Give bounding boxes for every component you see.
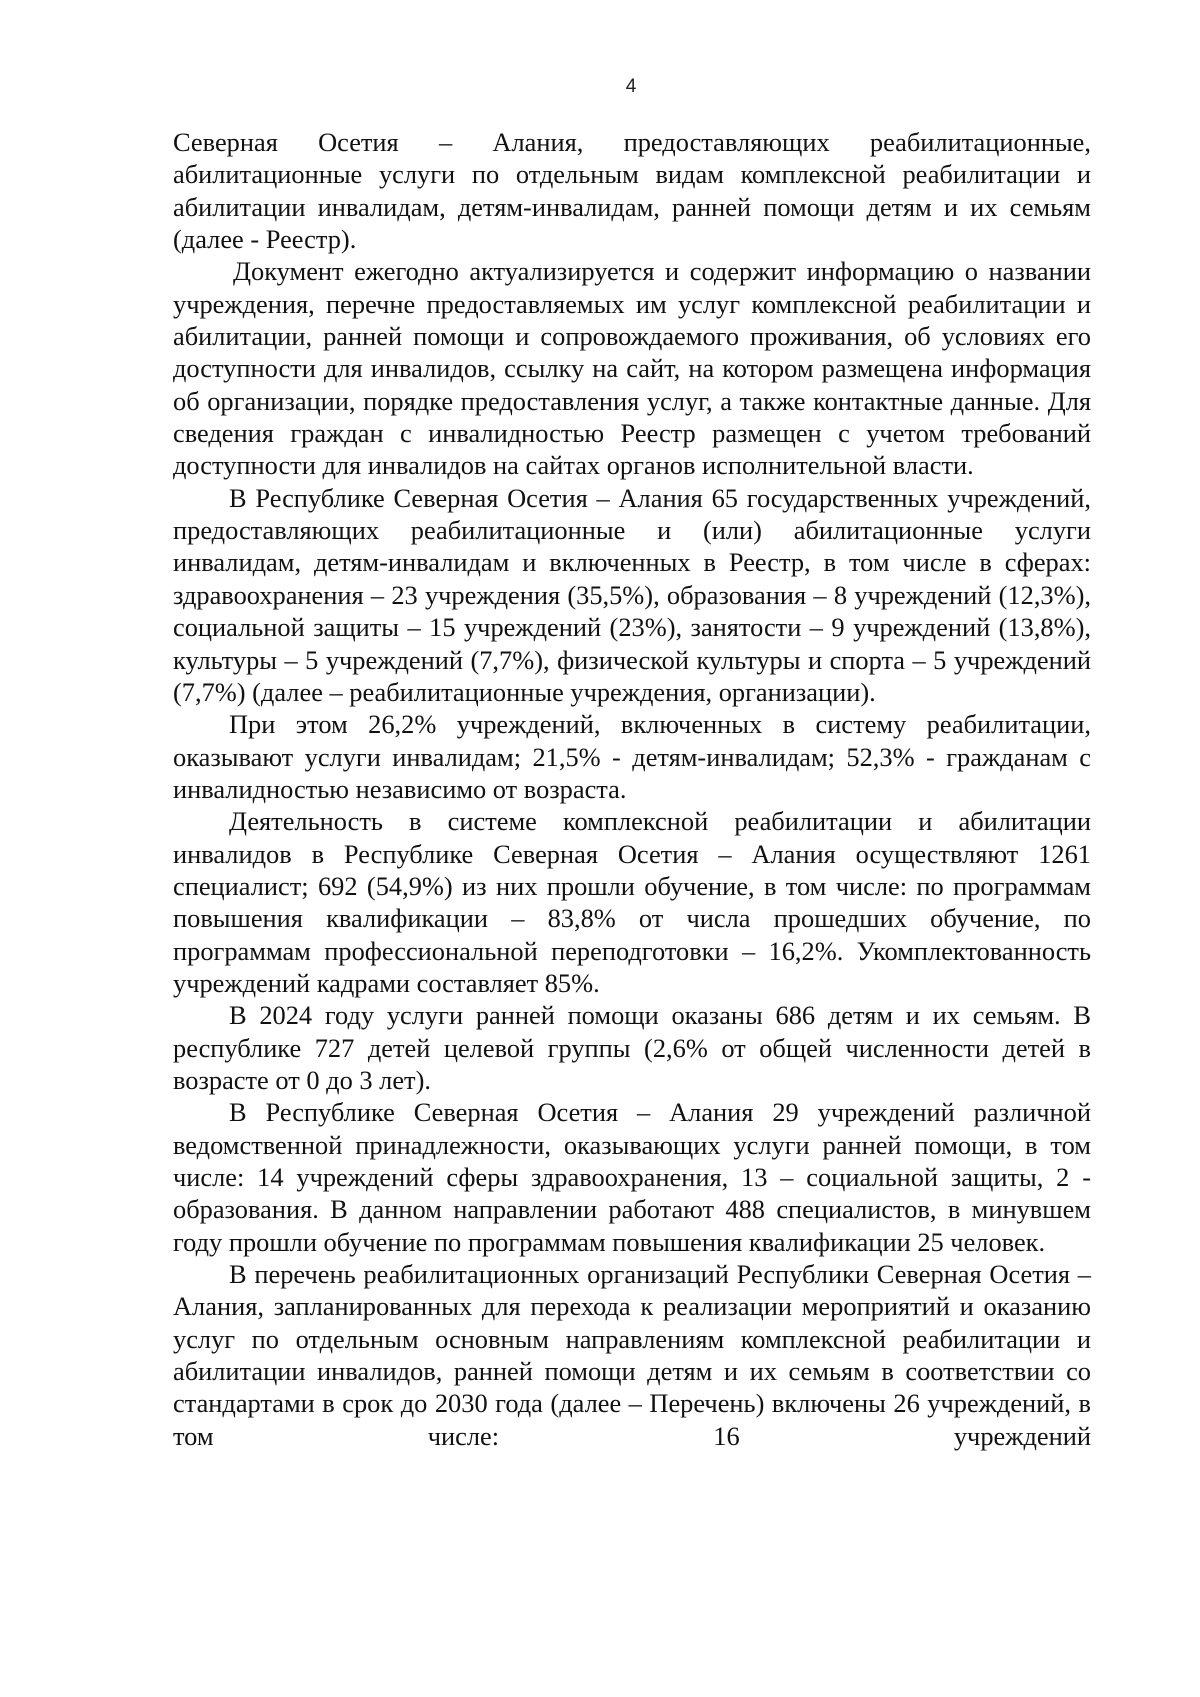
paragraph-specialists: Деятельность в системе комплексной реабилитации и абилитации инвалидов в Республике Северная Осетия – Алания осуществляют 1261 специалист; 692 (54,9%) из них прошли обучение, в том числе: по программам повышения квалификации – 83,8% от числа прошедших обучение, по программам профессиональной переподготовки – 16,2%. Укомплектованность учреждений кадрами составляет 85%. (173, 806, 1091, 998)
paragraph-document-updates: Документ ежегодно актуализируется и содержит информацию о названии учреждения, перечне предоставляемых им услуг комплексной реабилитации и абилитации, ранней помощи и сопровождаемого проживания, об условиях его доступности для инвалидов, ссылку на сайт, на котором размещена информация об организации, порядке предоставления услуг, а также контактные данные. Для сведения граждан с инвалидностью Реестр размещен с учетом требований доступности для инвалидов на сайтах органов исполнительной власти. (173, 256, 1091, 481)
paragraph-transition-list: В перечень реабилитационных организаций Республики Северная Осетия – Алания, запланированных для перехода к реализации мероприятий и оказанию услуг по отдельным основным направлениям комплексной реабилитации и абилитации инвалидов, ранней помощи детям и их семьям в соответствии со стандартами в срок до 2030 года (далее – Перечень) включены 26 учреждений, в том числе: 16 учреждений (173, 1259, 1091, 1451)
document-body (173, 126, 1091, 1452)
paragraph-service-shares: При этом 26,2% учреждений, включенных в систему реабилитации, оказывают услуги инвалидам; 21,5% - детям-инвалидам; 52,3% - гражданам с инвалидностью независимо от возраста. (173, 709, 1091, 804)
paragraph-registry-continuation: Северная Осетия – Алания, предоставляющих реабилитационные, абилитационные услуги по отдельным видам комплексной реабилитации и абилитации инвалидам, детям-инвалидам, ранней помощи детям и их семьям (далее - Реестр). (173, 127, 1091, 255)
paragraph-early-help-2024: В 2024 году услуги ранней помощи оказаны 686 детям и их семьям. В республике 727 детей целевой группы (2,6% от общей численности детей в возрасте от 0 до 3 лет). (173, 1000, 1091, 1095)
page-number: 4 (625, 76, 637, 97)
paragraph-institutions-count: В Республике Северная Осетия – Алания 65 государственных учреждений, предоставляющих реабилитационные и (или) абилитационные услуги инвалидам, детям-инвалидам и включенных в Реестр, в том числе в сферах: здравоохранения – 23 учреждения (35,5%), образования – 8 учреждений (12,3%), социальной защиты – 15 учреждений (23%), занятости – 9 учреждений (13,8%), культуры – 5 учреждений (7,7%), физической культуры и спорта – 5 учреждений (7,7%) (далее – реабилитационные учреждения, организации). (173, 482, 1091, 707)
paragraph-early-help-institutions: В Республике Северная Осетия – Алания 29 учреждений различной ведомственной принадлежности, оказывающих услуги ранней помощи, в том числе: 14 учреждений сферы здравоохранения, 13 – социальной защиты, 2 - образования. В данном направлении работают 488 специалистов, в минувшем году прошли обучение по программам повышения квалификации 25 человек. (173, 1097, 1091, 1257)
